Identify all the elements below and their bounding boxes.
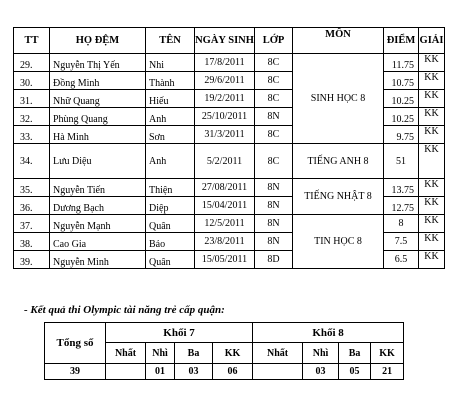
row-tt: 35. bbox=[14, 179, 50, 197]
row-giai: KK bbox=[419, 179, 445, 197]
row-ho-dem: Nhữ Quang bbox=[50, 90, 146, 108]
col-ho-dem-header: HỌ ĐỆM bbox=[50, 28, 146, 54]
row-ten: Thành bbox=[146, 72, 195, 90]
row-lop: 8C bbox=[255, 54, 293, 72]
subject-cell: SINH HỌC 8 bbox=[293, 54, 384, 144]
row-ten: Sơn bbox=[146, 126, 195, 144]
summary-value bbox=[253, 364, 303, 380]
col-giai-header: GIẢI bbox=[419, 28, 445, 54]
col-ten-header: TÊN bbox=[146, 28, 195, 54]
col-tt-header: TT bbox=[14, 28, 50, 54]
header-row bbox=[14, 28, 445, 54]
row-diem: 13.75 bbox=[384, 179, 419, 197]
summary-value: 01 bbox=[146, 364, 175, 380]
row-diem: 10.25 bbox=[384, 90, 419, 108]
sub-header: Nhì bbox=[146, 343, 175, 364]
col-diem-header: ĐIỂM bbox=[384, 28, 419, 54]
tong-so-label: Tổng số bbox=[45, 323, 106, 364]
row-giai: KK bbox=[419, 126, 445, 144]
col-lop-header: LỚP bbox=[255, 28, 293, 54]
row-ngay-sinh: 15/05/2011 bbox=[195, 251, 255, 269]
col-mon-header: MÔN bbox=[293, 28, 384, 54]
row-giai: KK bbox=[419, 54, 445, 72]
row-tt: 34. bbox=[14, 144, 50, 179]
row-ho-dem: Nguyễn Mạnh bbox=[50, 215, 146, 233]
row-lop: 8N bbox=[255, 197, 293, 215]
row-ngay-sinh: 23/8/2011 bbox=[195, 233, 255, 251]
table-row bbox=[14, 144, 445, 179]
row-ngay-sinh: 12/5/2011 bbox=[195, 215, 255, 233]
row-giai: KK bbox=[419, 197, 445, 215]
row-ten: Nhi bbox=[146, 54, 195, 72]
summary-value: 03 bbox=[303, 364, 339, 380]
row-ngay-sinh: 25/10/2011 bbox=[195, 108, 255, 126]
table-row bbox=[14, 215, 445, 233]
row-lop: 8N bbox=[255, 108, 293, 126]
row-tt: 30. bbox=[14, 72, 50, 90]
row-ngay-sinh: 27/08/2011 bbox=[195, 179, 255, 197]
summary-header-row bbox=[45, 323, 404, 343]
row-lop: 8C bbox=[255, 90, 293, 108]
row-tt: 37. bbox=[14, 215, 50, 233]
row-diem: 10.75 bbox=[384, 72, 419, 90]
row-ho-dem: Dương Bạch bbox=[50, 197, 146, 215]
row-diem: 7.5 bbox=[384, 233, 419, 251]
row-ten: Hiếu bbox=[146, 90, 195, 108]
row-lop: 8D bbox=[255, 251, 293, 269]
row-lop: 8N bbox=[255, 233, 293, 251]
row-lop: 8C bbox=[255, 144, 293, 179]
summary-table bbox=[44, 322, 404, 380]
row-ngay-sinh: 15/04/2011 bbox=[195, 197, 255, 215]
sub-header: Nhì bbox=[303, 343, 339, 364]
row-ten: Thiện bbox=[146, 179, 195, 197]
sub-header: Nhất bbox=[253, 343, 303, 364]
row-ho-dem: Cao Gia bbox=[50, 233, 146, 251]
row-diem: 51 bbox=[384, 144, 419, 179]
row-ho-dem: Hà Minh bbox=[50, 126, 146, 144]
row-lop: 8N bbox=[255, 215, 293, 233]
row-tt: 38. bbox=[14, 233, 50, 251]
subject-cell: TIN HỌC 8 bbox=[293, 215, 384, 269]
row-ngay-sinh: 29/6/2011 bbox=[195, 72, 255, 90]
row-giai: KK bbox=[419, 90, 445, 108]
sub-header: Nhất bbox=[106, 343, 146, 364]
sub-header: KK bbox=[213, 343, 253, 364]
sub-header: KK bbox=[371, 343, 404, 364]
summary-value bbox=[106, 364, 146, 380]
summary-caption: - Kết quả thi Olympic tài năng trẻ cấp quận: bbox=[24, 304, 225, 316]
row-ngay-sinh: 17/8/2011 bbox=[195, 54, 255, 72]
summary-value: 03 bbox=[175, 364, 213, 380]
row-diem: 10.25 bbox=[384, 108, 419, 126]
row-diem: 12.75 bbox=[384, 197, 419, 215]
row-ho-dem: Phùng Quang bbox=[50, 108, 146, 126]
row-giai: KK bbox=[419, 108, 445, 126]
summary-value: 06 bbox=[213, 364, 253, 380]
row-ho-dem: Nguyễn Tiến bbox=[50, 179, 146, 197]
row-ten: Diệp bbox=[146, 197, 195, 215]
row-ngay-sinh: 19/2/2011 bbox=[195, 90, 255, 108]
row-ten: Anh bbox=[146, 144, 195, 179]
row-ngay-sinh: 5/2/2011 bbox=[195, 144, 255, 179]
row-ho-dem: Đồng Minh bbox=[50, 72, 146, 90]
subject-cell: TIẾNG ANH 8 bbox=[293, 144, 384, 179]
row-giai: KK bbox=[419, 215, 445, 233]
sub-header: Ba bbox=[339, 343, 371, 364]
summary-value: 21 bbox=[371, 364, 404, 380]
row-diem: 6.5 bbox=[384, 251, 419, 269]
row-ho-dem: Nguyễn Minh bbox=[50, 251, 146, 269]
row-diem: 11.75 bbox=[384, 54, 419, 72]
row-ten: Quân bbox=[146, 251, 195, 269]
row-diem: 9.75 bbox=[384, 126, 419, 144]
table-row bbox=[14, 179, 445, 197]
row-ngay-sinh: 31/3/2011 bbox=[195, 126, 255, 144]
row-giai: KK bbox=[419, 233, 445, 251]
row-ho-dem: Nguyễn Thị Yến bbox=[50, 54, 146, 72]
summary-value: 05 bbox=[339, 364, 371, 380]
row-tt: 33. bbox=[14, 126, 50, 144]
row-tt: 36. bbox=[14, 197, 50, 215]
sub-header: Ba bbox=[175, 343, 213, 364]
subject-cell: TIẾNG NHẬT 8 bbox=[293, 179, 384, 215]
row-giai: KK bbox=[419, 72, 445, 90]
table-row bbox=[14, 54, 445, 72]
khoi-8-label: Khối 8 bbox=[253, 323, 404, 343]
row-lop: 8N bbox=[255, 179, 293, 197]
row-ho-dem: Lưu Diệu bbox=[50, 144, 146, 179]
row-tt: 39. bbox=[14, 251, 50, 269]
row-tt: 29. bbox=[14, 54, 50, 72]
row-giai: KK bbox=[419, 144, 445, 179]
row-tt: 32. bbox=[14, 108, 50, 126]
khoi-7-label: Khối 7 bbox=[106, 323, 253, 343]
row-lop: 8C bbox=[255, 126, 293, 144]
summary-value-row bbox=[45, 364, 404, 380]
row-giai: KK bbox=[419, 251, 445, 269]
row-lop: 8C bbox=[255, 72, 293, 90]
row-tt: 31. bbox=[14, 90, 50, 108]
results-table bbox=[13, 27, 445, 269]
row-ten: Quân bbox=[146, 215, 195, 233]
row-ten: Anh bbox=[146, 108, 195, 126]
col-ngay-sinh-header: NGÀY SINH bbox=[195, 28, 255, 54]
tong-so-value: 39 bbox=[45, 364, 106, 380]
row-ten: Bảo bbox=[146, 233, 195, 251]
row-diem: 8 bbox=[384, 215, 419, 233]
